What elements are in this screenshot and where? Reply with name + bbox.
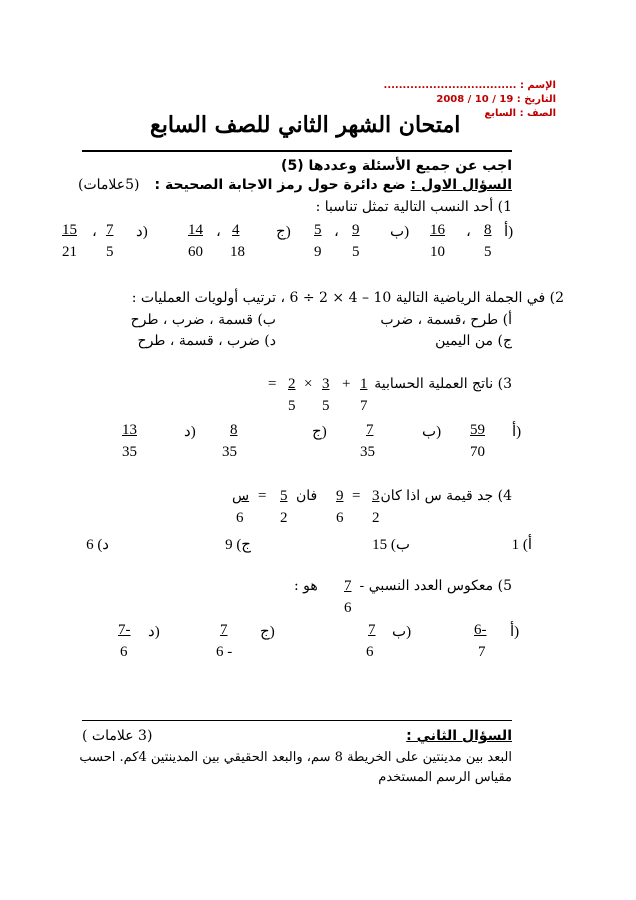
fraction-numerator: 8 — [230, 422, 238, 438]
item1-text: 1) أحد النسب التالية تمثل تناسبا : — [315, 199, 512, 215]
item4-text: 4) جد قيمة س اذا كان — [380, 488, 512, 504]
item3-option-a — [466, 422, 526, 464]
fraction-denominator: 6 — [120, 644, 128, 660]
fraction-numerator: 7- — [118, 622, 131, 638]
fraction-numerator: 7 — [220, 622, 228, 638]
item3-text: 3) ناتج العملية الحسابية — [374, 376, 512, 392]
item1-option-d — [60, 222, 160, 262]
class-line: الصف : السابع — [484, 108, 556, 119]
fraction-denominator: 6 — [344, 600, 352, 616]
fraction-denominator: 7 — [360, 398, 368, 414]
fraction-denominator: 21 — [62, 244, 77, 260]
item4-option-d: د) 6 — [86, 537, 109, 553]
option-label: أ) — [510, 624, 520, 640]
item2-text: 2) في الجملة الرياضية التالية 10 – 4 × 2 ÷ 6 ، ترتيب أولويات العمليات : — [131, 290, 564, 306]
item5-option-a — [470, 622, 530, 664]
option-label: د) — [184, 424, 196, 440]
fraction-denominator: 2 — [280, 510, 288, 526]
separator: ، — [466, 224, 471, 240]
fraction-denominator: 5 — [352, 244, 360, 260]
item4-option-a: أ) 1 — [511, 537, 532, 553]
item4-expression — [226, 488, 388, 530]
item4-option-b: ب) 15 — [372, 537, 410, 553]
fraction-denominator: 18 — [230, 244, 245, 260]
fraction-numerator: 15 — [62, 222, 77, 238]
fraction-denominator: 70 — [470, 444, 485, 460]
q1-heading-title: السؤال الاول : — [410, 177, 512, 193]
fraction-denominator: 35 — [222, 444, 237, 460]
option-label: أ) — [512, 424, 522, 440]
fraction-denominator: 6 - — [216, 644, 233, 660]
separator: ، — [216, 224, 221, 240]
exam-title: امتحان الشهر الثاني للصف السابع — [150, 112, 461, 138]
fraction-numerator: 8 — [484, 222, 492, 238]
option-label: ج) — [276, 224, 291, 240]
item5-option-d — [116, 622, 176, 664]
item2-option-a: أ) طرح ،قسمة ، ضرب — [380, 312, 512, 328]
fraction-denominator: 2 — [372, 510, 380, 526]
item3-option-d — [120, 422, 210, 464]
fraction-denominator: 7 — [478, 644, 486, 660]
fraction-denominator: 35 — [360, 444, 375, 460]
fraction-denominator: 9 — [314, 244, 322, 260]
q1-heading-rest: ضع دائرة حول رمز الاجابة الصحيحة : — [154, 177, 406, 193]
q2-heading: السؤال الثاني : — [406, 728, 512, 744]
header-divider — [82, 150, 512, 152]
option-label: د) — [136, 224, 148, 240]
option-label: ب) — [392, 624, 412, 640]
fraction-numerator: 13 — [122, 422, 137, 438]
fraction-denominator: 5 — [106, 244, 114, 260]
fraction-numerator: س — [232, 489, 250, 504]
instructions: اجب عن جميع الأسئلة وعددها (5) — [281, 158, 512, 174]
name-line: الإسم : ................................... — [383, 80, 556, 91]
fraction-numerator: 14 — [188, 222, 203, 238]
option-label: ج) — [260, 624, 275, 640]
option-label: ب) — [422, 424, 442, 440]
times-sign: × — [304, 376, 313, 392]
fraction-denominator: 6 — [366, 644, 374, 660]
q1-heading — [155, 177, 512, 193]
separator: ، — [92, 224, 97, 240]
item1-option-b — [312, 222, 412, 262]
option-label: د) — [148, 624, 160, 640]
q2-line1: البعد بين مدينتين على الخريطة 8 سم، والبعد الحقيقي بين المدينتين 4كم. احسب — [79, 750, 512, 765]
fraction-numerator: 3 — [372, 488, 380, 504]
fraction-numerator: 7 — [368, 622, 376, 638]
fraction-numerator: 9 — [336, 488, 344, 504]
fraction-denominator: 10 — [430, 244, 445, 260]
equals-sign: = — [258, 488, 267, 504]
item5-option-b — [362, 622, 422, 664]
equals-sign: = — [352, 488, 361, 504]
fraction-numerator: 7 — [344, 578, 352, 594]
plus-sign: + — [342, 376, 351, 392]
fraction-numerator: 5 — [280, 488, 288, 504]
fraction-numerator: 6- — [474, 622, 487, 638]
fraction-denominator: 6 — [236, 510, 244, 526]
equals-sign: = — [268, 376, 277, 392]
item3-expression — [260, 376, 380, 418]
separator: ، — [334, 224, 339, 240]
item1-option-a — [428, 222, 518, 262]
item4-option-c: ج) 9 — [225, 537, 251, 553]
item5-is: هو : — [294, 578, 318, 594]
fraction-numerator: 16 — [430, 222, 445, 238]
fraction-denominator: 5 — [322, 398, 330, 414]
q2-marks: (3 علامات ) — [82, 728, 153, 744]
option-label: أ) — [504, 224, 514, 240]
fraction-numerator: 7 — [106, 222, 114, 238]
then-word: فان — [296, 489, 318, 504]
item1-option-c — [186, 222, 296, 262]
item5-option-c — [216, 622, 296, 664]
item3-option-c — [220, 422, 330, 464]
fraction-numerator: 5 — [314, 222, 322, 238]
fraction-numerator: 2 — [288, 376, 296, 392]
fraction-denominator: 6 — [336, 510, 344, 526]
q2-line2: مقياس الرسم المستخدم — [378, 770, 512, 785]
item3-option-b — [356, 422, 442, 464]
fraction-denominator: 5 — [484, 244, 492, 260]
fraction-numerator: 59 — [470, 422, 485, 438]
item5-text: 5) معكوس العدد النسبي - — [359, 578, 512, 594]
fraction-denominator: 60 — [188, 244, 203, 260]
section-divider — [82, 720, 512, 721]
option-label: ب) — [390, 224, 410, 240]
fraction-numerator: 7 — [366, 422, 374, 438]
item5-fraction — [340, 578, 370, 620]
option-label: ج) — [312, 424, 327, 440]
fraction-numerator: 4 — [232, 222, 240, 238]
item2-option-d: د) ضرب ، قسمة ، طرح — [137, 333, 276, 349]
date-line: التاريخ : 19 / 10 / 2008 — [436, 94, 556, 105]
fraction-numerator: 1 — [360, 376, 368, 392]
fraction-denominator: 5 — [288, 398, 296, 414]
item2-option-b: ب) قسمة ، ضرب ، طرح — [130, 312, 276, 328]
fraction-numerator: 3 — [322, 376, 330, 392]
q1-marks: (5علامات) — [78, 177, 140, 193]
fraction-numerator: 9 — [352, 222, 360, 238]
item2-option-c: ج) من اليمين — [435, 333, 512, 349]
fraction-denominator: 35 — [122, 444, 137, 460]
